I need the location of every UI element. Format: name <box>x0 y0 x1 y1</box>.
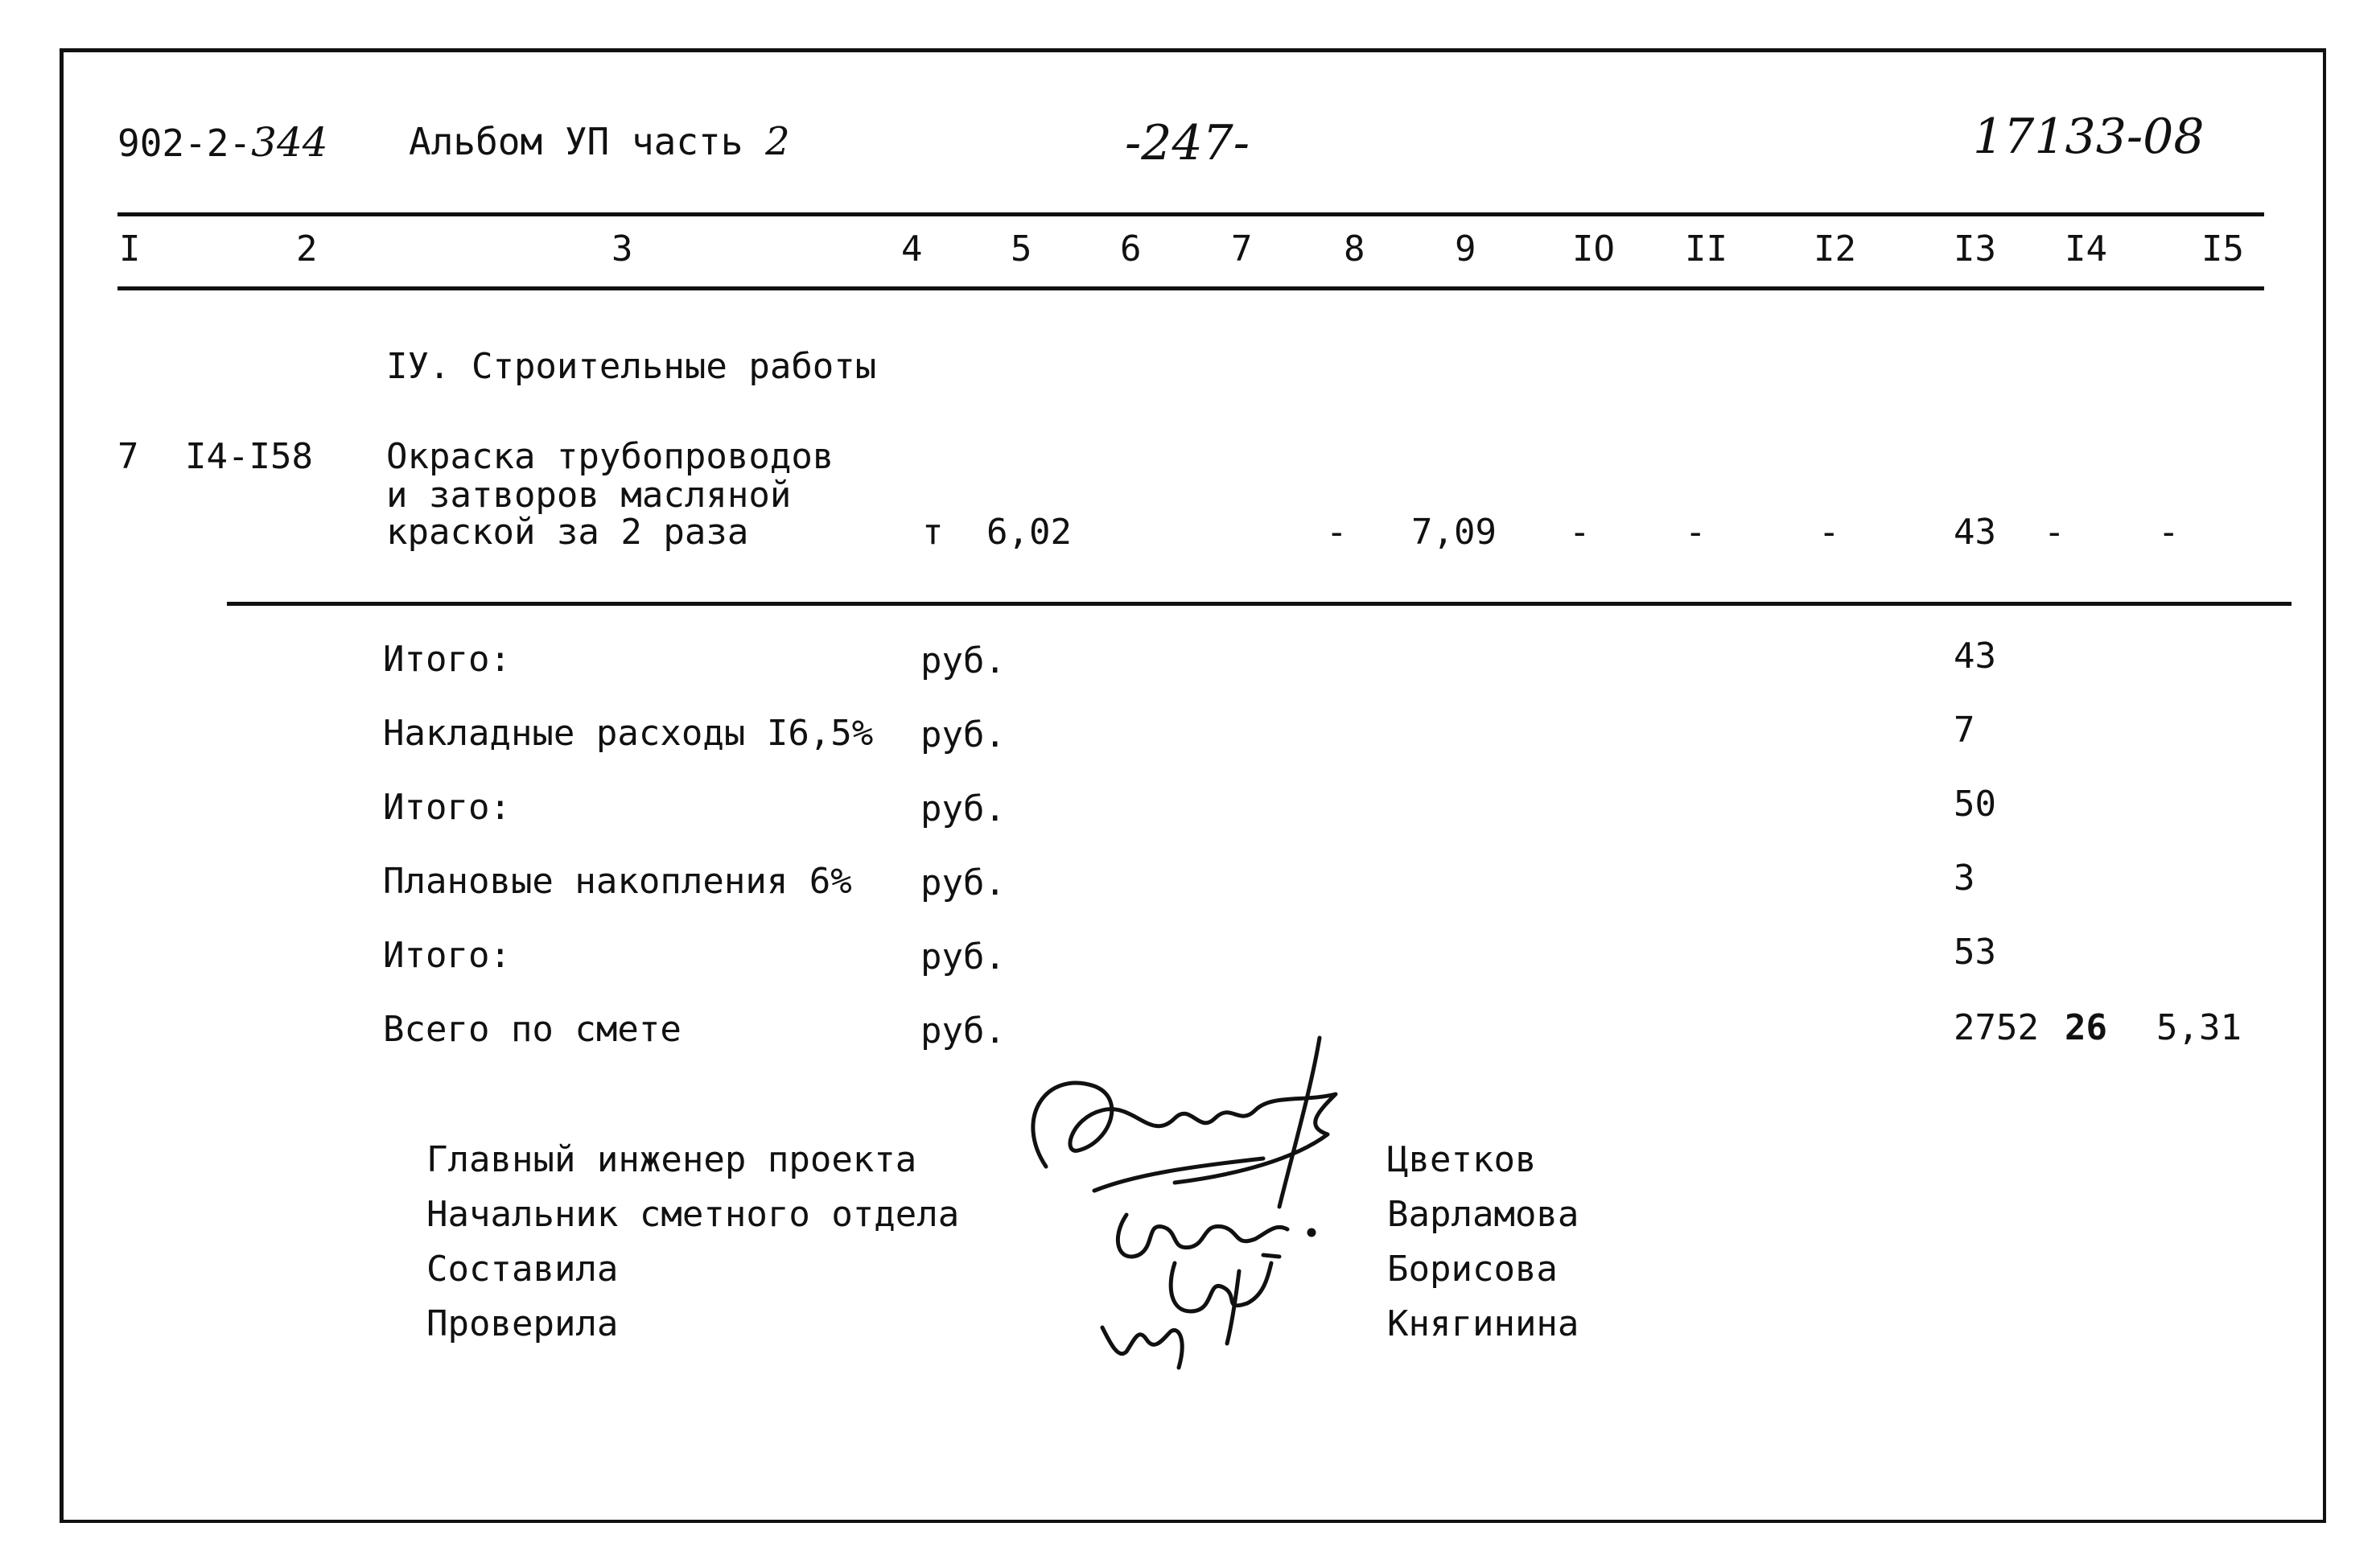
col-header-6: 6 <box>1120 228 1142 270</box>
col-header-15: I5 <box>2201 228 2244 270</box>
handwritten-signatures <box>998 1022 1384 1376</box>
subtotal-2-unit: руб. <box>920 936 1006 977</box>
page-number: -247- <box>1125 115 1250 171</box>
subtotal-2-label: Итого: <box>383 935 511 976</box>
grand-total-col14: 26 <box>2065 1007 2107 1048</box>
code-handwritten: 344 <box>251 119 328 166</box>
col-header-12: I2 <box>1814 228 1856 270</box>
item-col11: - <box>1685 512 1707 553</box>
signature-role-estimate-head: Начальник сметного отдела <box>426 1194 960 1235</box>
album-text: Альбом УП часть <box>409 120 743 163</box>
album-part: 2 <box>765 119 790 164</box>
signature-name-chief-engineer: Цветков <box>1387 1139 1537 1180</box>
total-unit: руб. <box>920 640 1006 681</box>
item-col9: 7,09 <box>1411 512 1497 553</box>
item-col14: - <box>2044 512 2065 553</box>
signature-dot <box>1309 1230 1314 1235</box>
col-header-14: I4 <box>2065 228 2107 270</box>
grand-total-value: 2752 <box>1954 1007 2039 1048</box>
subtotal-2-value: 53 <box>1954 932 1996 973</box>
col-header-5: 5 <box>1011 228 1032 270</box>
document-code <box>117 119 328 166</box>
item-col15: - <box>2158 512 2180 553</box>
doc-number: 17133-08 <box>1973 109 2205 165</box>
planned-savings-unit: руб. <box>920 862 1006 903</box>
subtotal-unit: руб. <box>920 788 1006 829</box>
overhead-value: 7 <box>1954 710 1975 751</box>
header-rule-top <box>117 212 2264 216</box>
signature-name-compiled: Борисова <box>1387 1249 1558 1290</box>
col-header-8: 8 <box>1344 228 1365 270</box>
overhead-unit: руб. <box>920 714 1006 755</box>
item-code: I4-I58 <box>185 436 313 477</box>
album-label <box>409 119 790 164</box>
totals-rule <box>227 602 2292 606</box>
col-header-13: I3 <box>1954 228 1996 270</box>
item-col10: - <box>1569 512 1591 553</box>
item-unit: т <box>922 512 944 553</box>
item-col12: - <box>1818 512 1840 553</box>
grand-total-col15: 5,31 <box>2156 1007 2242 1048</box>
item-col13: 43 <box>1954 512 1996 553</box>
total-label: Итого: <box>383 639 511 680</box>
subtotal-label: Итого: <box>383 787 511 828</box>
code-prefix: 902-2- <box>117 121 252 165</box>
overhead-label: Накладные расходы I6,5% <box>383 713 874 754</box>
signature-mark-2 <box>1118 1215 1287 1257</box>
signature-mark-1c <box>1094 1159 1263 1191</box>
header-rule-bottom <box>117 286 2264 290</box>
col-header-10: IO <box>1572 228 1615 270</box>
col-header-4: 4 <box>901 228 923 270</box>
signature-mark-3 <box>1171 1263 1271 1311</box>
subtotal-value: 50 <box>1954 784 1996 825</box>
item-desc-line-2: и затворов масляной <box>386 475 792 516</box>
grand-total-unit: руб. <box>920 1010 1006 1052</box>
signature-name-estimate-head: Варламова <box>1387 1194 1579 1235</box>
signature-role-checked: Проверила <box>426 1303 619 1344</box>
col-header-11: II <box>1685 228 1727 270</box>
section-title: IУ. Строительные работы <box>386 346 877 387</box>
grand-total-label: Всего по смете <box>383 1009 682 1050</box>
signature-mark-4 <box>1102 1327 1182 1368</box>
item-desc-line-1: Окраска трубопроводов <box>386 436 834 477</box>
signature-role-chief-engineer: Главный инженер проекта <box>426 1139 917 1180</box>
item-number: 7 <box>117 436 139 477</box>
signature-name-checked: Княгинина <box>1387 1303 1579 1344</box>
signature-mark-2b <box>1263 1255 1279 1257</box>
planned-savings-label: Плановые накопления 6% <box>383 861 852 902</box>
col-header-1: I <box>119 228 141 270</box>
item-desc-line-3: краской за 2 раза <box>386 512 749 553</box>
col-header-3: 3 <box>612 228 633 270</box>
col-header-9: 9 <box>1455 228 1476 270</box>
col-header-2: 2 <box>296 228 318 270</box>
item-col5: 6,02 <box>986 512 1072 553</box>
signature-role-compiled: Составила <box>426 1249 619 1290</box>
item-col8: - <box>1326 512 1348 553</box>
planned-savings-value: 3 <box>1954 858 1975 899</box>
total-value: 43 <box>1954 636 1996 677</box>
col-header-7: 7 <box>1231 228 1253 270</box>
